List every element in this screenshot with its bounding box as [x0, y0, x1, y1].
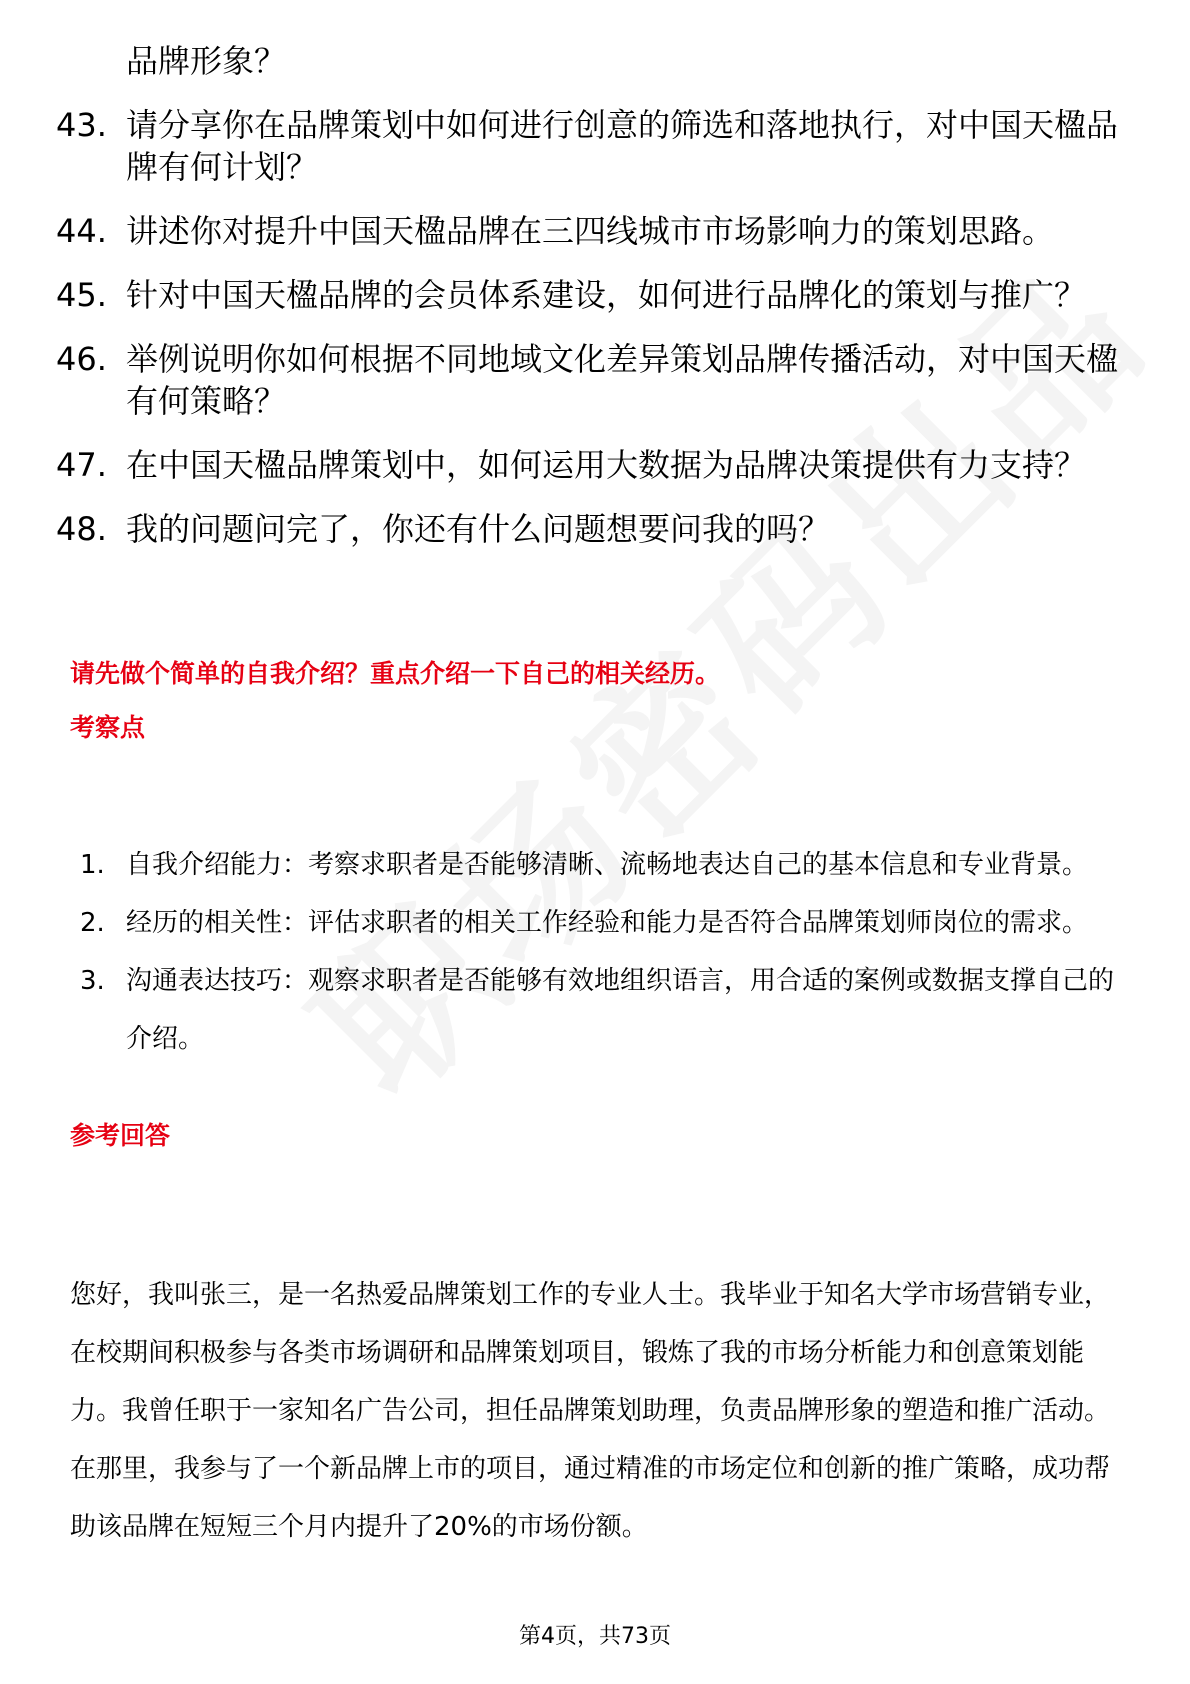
question-list — [56, 40, 1136, 572]
question-number: 44. — [56, 212, 107, 250]
question-number: 47. — [56, 446, 107, 484]
focus-point-text: 自我介绍能力：考察求职者是否能够清晰、流畅地表达自己的基本信息和专业背景。 — [126, 850, 1089, 880]
question-item — [56, 210, 1136, 252]
question-text: 讲述你对提升中国天楹品牌在三四线城市市场影响力的策划思路。 — [126, 212, 1055, 250]
question-number: 45. — [56, 276, 107, 314]
answer-heading: 参考回答 — [70, 1121, 171, 1150]
question-continuation: 品牌形象？ — [126, 42, 287, 80]
question-text: 举例说明你如何根据不同地域文化差异策划品牌传播活动，对中国天楹有何策略？ — [126, 340, 1119, 420]
question-item — [56, 338, 1136, 422]
focus-point-number: 3. — [80, 966, 105, 996]
intro-question-heading: 请先做个简单的自我介绍？重点介绍一下自己的相关经历。 — [70, 659, 721, 688]
question-number: 48. — [56, 510, 107, 548]
focus-point-text: 沟通表达技巧：观察求职者是否能够有效地组织语言，用合适的案例或数据支撑自己的介绍。 — [126, 966, 1115, 1054]
question-text: 针对中国天楹品牌的会员体系建设，如何进行品牌化的策划与推广？ — [126, 276, 1087, 314]
question-text: 在中国天楹品牌策划中，如何运用大数据为品牌决策提供有力支持？ — [126, 446, 1087, 484]
focus-point-number: 1. — [80, 850, 105, 880]
question-number: 46. — [56, 340, 107, 378]
focus-points-list — [80, 836, 1120, 1068]
question-item — [56, 104, 1136, 188]
focus-point-text: 经历的相关性：评估求职者的相关工作经验和能力是否符合品牌策划师岗位的需求。 — [126, 908, 1089, 938]
focus-point — [80, 894, 1120, 952]
question-item — [56, 274, 1136, 316]
question-number: 43. — [56, 106, 107, 144]
focus-point-number: 2. — [80, 908, 105, 938]
focus-heading: 考察点 — [70, 713, 146, 742]
answer-paragraph: 您好，我叫张三，是一名热爱品牌策划工作的专业人士。我毕业于知名大学市场营销专业，在校期间积极参与各类市场调研和品牌策划项目，锻炼了我的市场分析能力和创意策划能力。我曾任职于一家知名广告公司，担任品牌策划助理，负责品牌形象的塑造和推广活动。在那里，我参与了一个新品牌上市的项目，通过精准的市场定位和创新的推广策略，成功帮助该品牌在短短三个月内提升了20%的市场份额。 — [70, 1280, 1111, 1542]
page-footer: 第4页，共73页 — [519, 1624, 671, 1649]
question-text: 我的问题问完了，你还有什么问题想要问我的吗？ — [126, 510, 831, 548]
question-text: 请分享你在品牌策划中如何进行创意的筛选和落地执行，对中国天楹品牌有何计划？ — [126, 106, 1119, 186]
question-item — [56, 444, 1136, 486]
focus-point — [80, 952, 1120, 1068]
question-item — [56, 508, 1136, 550]
focus-point — [80, 836, 1120, 894]
